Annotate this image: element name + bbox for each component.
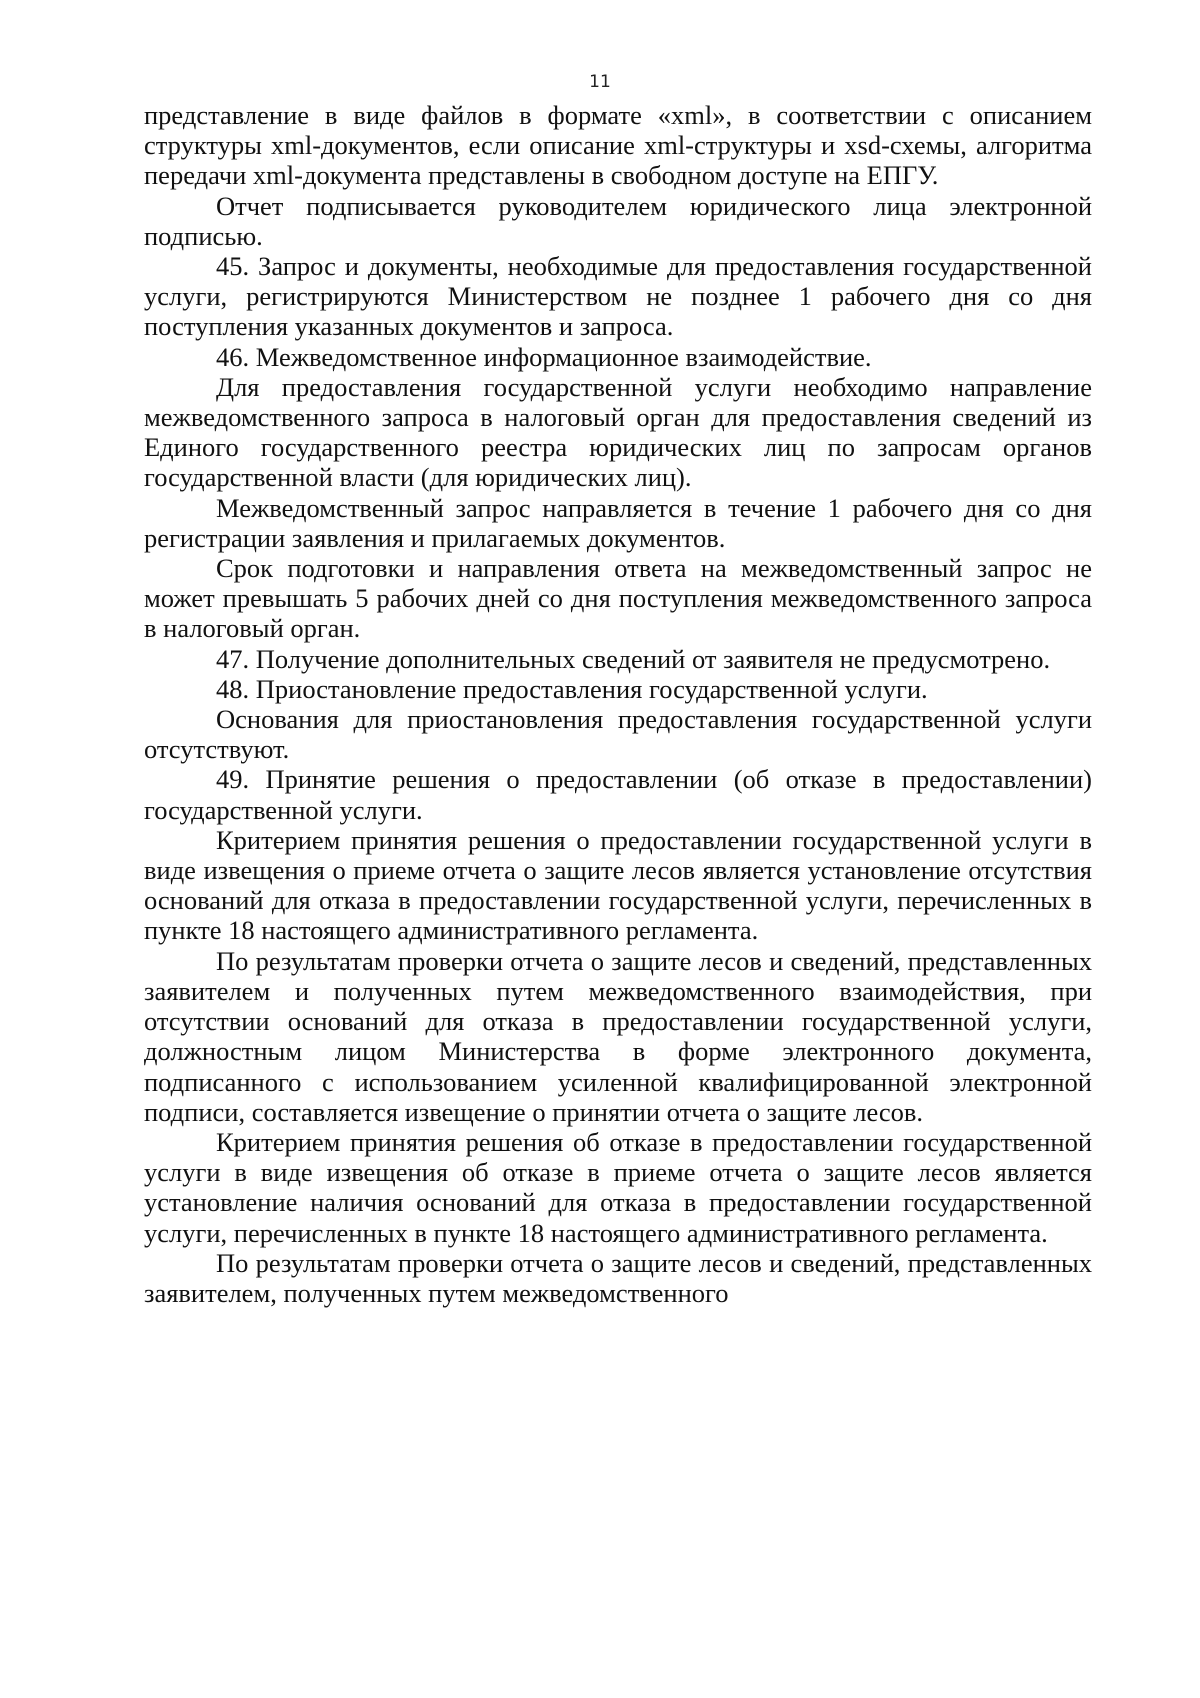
page-number: 11 (589, 72, 611, 92)
paragraph: По результатам проверки отчета о защите лесов и сведений, представленных заявителем и полученных путем межведомственного взаимодействия, при отсутствии оснований для отказа в предоставлении государственной услуги, должностным лицом Министерства в форме электронного документа, подписанного с использованием усиленной квалифицированной электронной подписи, составляется извещение о принятии отчета о защите лесов. (144, 945, 1092, 1127)
paragraph: Для предоставления государственной услуги необходимо направление межведомственного запроса в налоговый орган для предоставления сведений из Единого государственного реестра юридических лиц по запросам органов государственной власти (для юридических лиц). (144, 371, 1092, 493)
paragraph-item-45: 45. Запрос и документы, необходимые для предоставления государственной услуги, регистрируются Министерством не позднее 1 рабочего дня со дня поступления указанных документов и запроса. (144, 251, 1092, 342)
paragraph-item-48: 48. Приостановление предоставления государственной услуги. (216, 673, 928, 704)
paragraph: Межведомственный запрос направляется в течение 1 рабочего дня со дня регистрации заявления и прилагаемых документов. (144, 492, 1092, 553)
paragraph: Критерием принятия решения об отказе в предоставлении государственной услуги в виде извещения об отказе в приеме отчета о защите лесов является установление наличия оснований для отказа в предоставлении государственной услуги, перечисленных в пункте 18 настоящего административного регламента. (144, 1126, 1092, 1248)
paragraph: Критерием принятия решения о предоставлении государственной услуги в виде извещения о приеме отчета о защите лесов является установление отсутствия оснований для отказа в предоставлении государственной услуги, перечисленных в пункте 18 настоящего административного регламента. (144, 824, 1092, 946)
paragraph-item-47: 47. Получение дополнительных сведений от заявителя не предусмотрено. (216, 643, 1051, 674)
paragraph-continuation: представление в виде файлов в формате «xml», в соответствии с описанием структуры xml-документов, если описание xml-структуры и xsd-схемы, алгоритма передачи xml-документа представлены в свободном доступе на ЕПГУ. (144, 100, 1092, 191)
paragraph: Основания для приостановления предоставления государственной услуги отсутствуют. (144, 704, 1092, 765)
document-body (144, 100, 1092, 1308)
paragraph-continues: По результатам проверки отчета о защите лесов и сведений, представленных заявителем, полученных путем межведомственного (144, 1247, 1092, 1308)
paragraph-item-49: 49. Принятие решения о предоставлении (об отказе в предоставлении) государственной услуги. (144, 764, 1092, 825)
paragraph: Отчет подписывается руководителем юридического лица электронной подписью. (144, 190, 1092, 251)
paragraph-item-46: 46. Межведомственное информационное взаимодействие. (216, 341, 872, 372)
paragraph: Срок подготовки и направления ответа на межведомственный запрос не может превышать 5 рабочих дней со дня поступления межведомственного запроса в налоговый орган. (144, 553, 1092, 644)
